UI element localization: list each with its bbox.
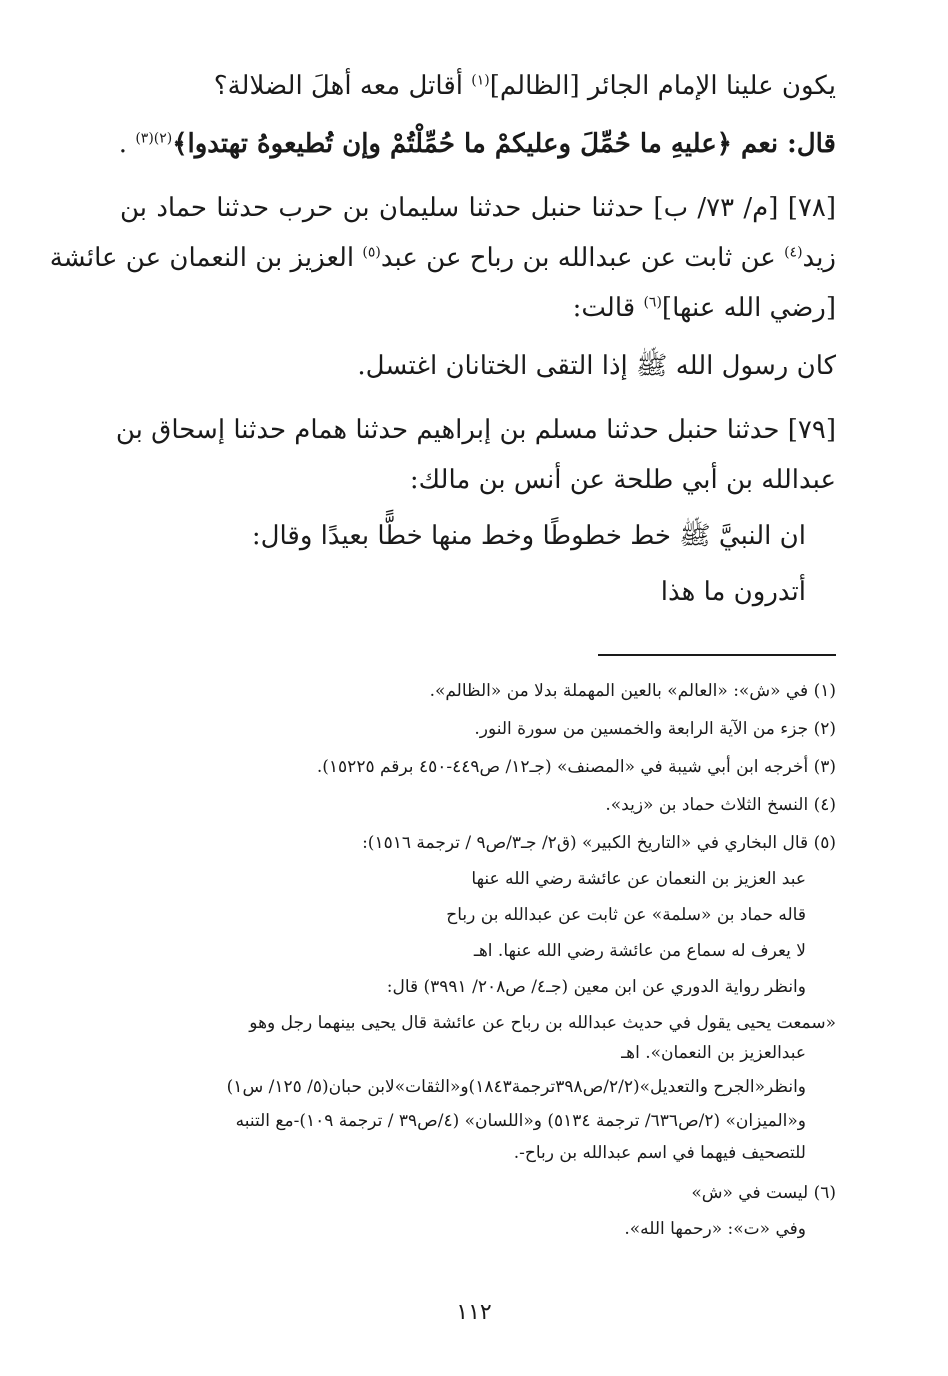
hadith-78-matn: كان رسول الله ﷺ إذا التقى الختانان اغتسل. <box>357 351 836 381</box>
hadith-79-isnad: [٧٩] حدثنا حنبل حدثنا مسلم بن إبراهيم حدثنا همام حدثنا إسحاق بن <box>115 415 836 445</box>
main-text: أتدرون ما هذا <box>660 577 806 607</box>
footnote-5-ref-3 <box>514 1140 806 1166</box>
footnote-text: لا يعرف له سماع من عائشة رضي الله عنها. اهـ <box>473 941 806 961</box>
main-line-8 <box>410 460 836 500</box>
footnote-text: (٥) قال البخاري في «التاريخ الكبير» (ق٢/ جـ٣/ص٩ / ترجمة ١٥١٦): <box>362 833 836 853</box>
footnote-4 <box>605 792 836 818</box>
footnote-3 <box>317 754 836 780</box>
page-number: ١١٢ <box>456 1300 492 1325</box>
footnote-mark: (٤) <box>784 244 803 261</box>
footnote-mark: (٢)(٣) <box>135 130 173 147</box>
footnote-1 <box>430 678 836 704</box>
footnote-text: (٢) جزء من الآية الرابعة والخمسين من سورة النور. <box>474 719 836 739</box>
main-line-7 <box>115 410 836 450</box>
main-text: [رضي الله عنها] <box>661 293 836 323</box>
footnote-text: عبدالعزيز بن النعمان». اهـ <box>621 1043 806 1063</box>
footnote-5-ref-1 <box>227 1074 806 1100</box>
main-text: عبدالله بن أبي طلحة عن أنس بن مالك: <box>409 465 836 495</box>
footnote-5 <box>362 830 836 856</box>
footnote-2 <box>474 716 836 742</box>
footnote-text: (١) في «ش»: «العالم» بالعين المهملة بدلا من «الظالم». <box>429 681 836 701</box>
footnote-text: و«الميزان» (٢/ص٦٣٦/ ترجمة ٥١٣٤) و«اللسان» (٤/ص٣٩ / ترجمة ١٠٩)-مع التنبه <box>235 1111 806 1131</box>
main-text: يكون علينا الإمام الجائر [الظالم] <box>489 71 836 101</box>
footnote-mark: (٦) <box>643 294 662 311</box>
main-text: زيد <box>802 243 836 273</box>
main-line-9 <box>252 516 806 556</box>
footnote-5-see-also <box>387 974 806 1000</box>
footnote-mark: (٥) <box>362 244 381 261</box>
footnote-text: وانظر«الجرح والتعديل»(٢/٢/ص٣٩٨ترجمة١٨٤٣)و«الثقات»لابن حبان(٥/ ١٢٥/ س١) <box>226 1077 806 1097</box>
main-text: العزيز بن النعمان عن عائشة <box>49 243 355 273</box>
footnote-text: (٣) أخرجه ابن أبي شيبة في «المصنف» (جـ١٢/ ص٤٤٩-٤٥٠ برقم ١٥٢٢٥). <box>316 757 836 777</box>
hadith-78-isnad: [٧٨] [م/ ٧٣/ ب] حدثنا حنبل حدثنا سليمان بن حرب حدثنا حماد بن <box>120 193 836 223</box>
footnote-6-note <box>624 1216 806 1242</box>
footnote-5-quote-5 <box>621 1040 806 1066</box>
footnote-text: قاله حماد بن «سلمة» عن ثابت عن عبدالله بن رباح <box>446 905 806 925</box>
main-line-5 <box>573 288 836 328</box>
footnote-5-quote-4 <box>249 1010 836 1036</box>
main-line-4 <box>50 238 836 278</box>
footnote-text: وفي «ت»: «رحمها الله». <box>624 1219 806 1239</box>
main-text: عن ثابت عن عبدالله بن رباح عن عبد <box>380 243 776 273</box>
footnote-mark: (١) <box>471 72 490 89</box>
footnote-text: للتصحيف فيهما في اسم عبدالله بن رباح-. <box>513 1143 806 1163</box>
footnote-text: (٦) ليست في «ش» <box>691 1183 836 1203</box>
main-text: أقاتل معه أهلَ الضلالة؟ <box>213 71 463 101</box>
footnote-text: وانظر رواية الدوري عن ابن معين (جـ٤/ ص٢٠٨/ ٣٩٩١) قال: <box>386 977 806 997</box>
hadith-79-matn: ان النبيَّ ﷺ خط خطوطًا وخط منها خطًّا بعيدًا وقال: <box>251 521 806 551</box>
footnote-separator <box>598 654 836 656</box>
footnote-5-quote-2 <box>446 902 806 928</box>
quran-verse: قال: نعم ﴿عليهِ ما حُمِّلَ وعليكمْ ما حُمِّلْتُمْ وإن تُطيعوهُ تهتدوا﴾ <box>172 129 836 159</box>
main-line-1 <box>214 66 836 106</box>
main-line-10 <box>661 572 806 612</box>
footnote-5-quote-1 <box>471 866 806 892</box>
end-dot: . <box>118 129 128 159</box>
footnote-5-ref-2 <box>236 1108 806 1134</box>
footnote-text: «سمعت يحيى يقول في حديث عبدالله بن رباح عن عائشة قال يحيى بينهما رجل وهو <box>249 1013 836 1033</box>
footnote-text: عبد العزيز بن النعمان عن عائشة رضي الله عنها <box>471 869 806 889</box>
main-line-3 <box>120 188 836 228</box>
main-text: قالت: <box>572 293 636 323</box>
footnote-text: (٤) النسخ الثلاث حماد بن «زيد». <box>605 795 836 815</box>
footnote-5-quote-3 <box>474 938 806 964</box>
footnote-6 <box>691 1180 836 1206</box>
main-line-2 <box>119 124 836 164</box>
main-line-6 <box>357 346 836 386</box>
